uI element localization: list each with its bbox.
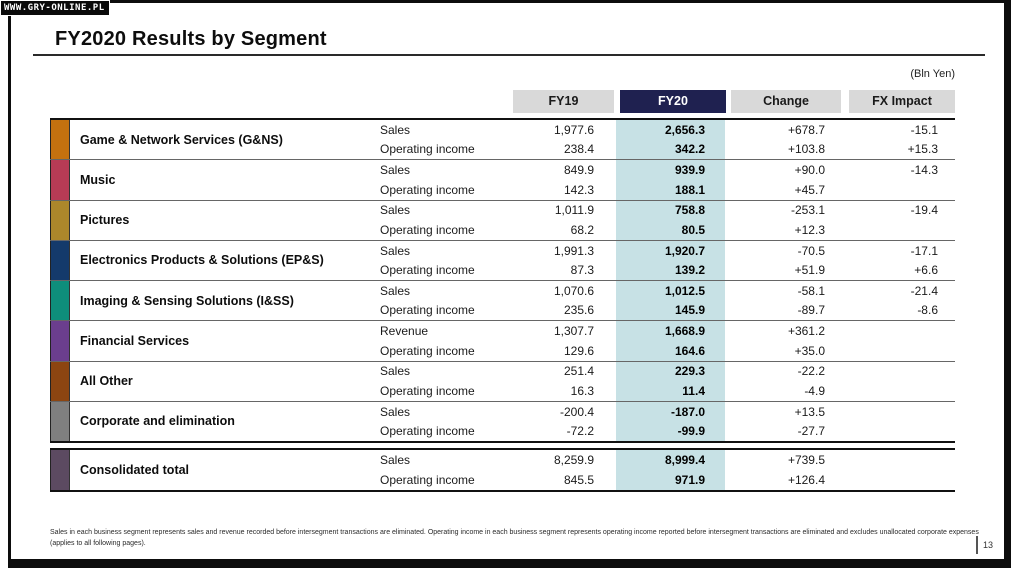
column-gap (839, 260, 847, 280)
page-title: FY2020 Results by Segment (55, 28, 327, 50)
table-row (378, 470, 955, 490)
consolidated-total-row-group (50, 448, 955, 492)
change-value: +361.2 (787, 324, 825, 339)
column-gap (839, 180, 847, 200)
fx-impact-value (847, 220, 953, 240)
fx-impact-value (847, 450, 953, 470)
column-gap (839, 470, 847, 490)
metric-label: Sales (380, 203, 411, 218)
segment-rows (378, 281, 955, 320)
fy20-value: 11.4 (616, 381, 725, 401)
fx-impact-value (847, 321, 953, 341)
metric-label: Sales (380, 364, 411, 379)
fy19-value: -72.2 (566, 424, 594, 439)
page-number-divider (976, 536, 978, 554)
change-value: +13.5 (794, 404, 825, 419)
metric-label: Operating income (380, 473, 475, 487)
fy19-value: 845.5 (563, 473, 594, 487)
metric-label: Sales (380, 453, 411, 467)
fy20-value: 80.5 (616, 220, 725, 240)
fy20-value: 8,999.4 (616, 450, 725, 470)
segment-name: All Other (80, 374, 133, 389)
column-gap (839, 281, 847, 301)
fy19-value: -200.4 (559, 404, 594, 419)
column-gap (839, 362, 847, 382)
segment-color-chip (50, 120, 70, 159)
fy20-value: 758.8 (616, 201, 725, 221)
table-row (378, 402, 955, 422)
column-gap (839, 450, 847, 470)
segment-color-chip (50, 201, 70, 240)
fy19-value: 1,011.9 (554, 203, 594, 218)
segment-row-group (50, 280, 955, 320)
fy19-value: 251.4 (563, 364, 594, 379)
metric-label: Operating income (380, 343, 475, 358)
change-value: -22.2 (797, 364, 825, 379)
table-row (378, 220, 955, 240)
segment-name: Consolidated total (80, 463, 190, 477)
segment-rows (378, 450, 955, 490)
segment-rows (378, 402, 955, 441)
table-row (378, 120, 955, 140)
fx-impact-value: -14.3 (910, 163, 938, 178)
segment-table (50, 118, 955, 443)
change-value: -4.9 (804, 383, 825, 398)
table-row (378, 281, 955, 301)
segment-color-chip (50, 362, 70, 401)
segment-rows (378, 120, 955, 159)
column-gap (839, 341, 847, 361)
segment-row-group (50, 320, 955, 360)
footnote: Sales in each business segment represents sales and revenue recorded before intersegment transactions are eliminated. Operating income in each business segment represents operating income reported before intersegment transactions are eliminated and excludes unallocated corporate expenses (applies to all following pages). (50, 529, 979, 547)
page-number-group (976, 536, 993, 554)
fy20-value: 1,668.9 (616, 321, 725, 341)
fx-impact-value (847, 421, 953, 441)
change-value: +35.0 (794, 343, 825, 358)
fx-impact-value: +6.6 (914, 263, 938, 278)
segment-name: Corporate and elimination (80, 414, 235, 429)
column-gap (839, 160, 847, 180)
metric-label: Operating income (380, 182, 475, 197)
segment-name: Imaging & Sensing Solutions (I&SS) (80, 293, 294, 308)
fy19-value: 8,259.9 (553, 453, 594, 467)
metric-label: Operating income (380, 263, 475, 278)
fx-impact-value: -21.4 (910, 283, 938, 298)
column-header-fx-impact: FX Impact (849, 90, 955, 113)
fx-impact-value: -19.4 (910, 203, 938, 218)
metric-label: Operating income (380, 303, 475, 318)
fy19-value: 87.3 (570, 263, 594, 278)
table-row (378, 321, 955, 341)
segment-name: Financial Services (80, 333, 190, 348)
metric-label: Sales (380, 283, 411, 298)
metric-label: Operating income (380, 142, 475, 157)
column-header-change: Change (731, 90, 841, 113)
segment-name: Music (80, 172, 116, 187)
segment-color-chip (50, 450, 70, 490)
fy20-value: 1,920.7 (616, 241, 725, 261)
fy20-value: 145.9 (616, 301, 725, 321)
column-gap (839, 140, 847, 160)
change-value: -70.5 (797, 243, 825, 258)
fy20-value: 2,656.3 (616, 120, 725, 140)
change-value: +678.7 (787, 122, 825, 137)
change-value: +51.9 (794, 263, 825, 278)
table-row (378, 381, 955, 401)
fy19-value: 129.6 (563, 343, 594, 358)
table-row (378, 140, 955, 160)
table-row (378, 450, 955, 470)
segment-row-group (50, 401, 955, 441)
segment-color-chip (50, 281, 70, 320)
fx-impact-value: -8.6 (917, 303, 938, 318)
fy20-value: 188.1 (616, 180, 725, 200)
change-value: +103.8 (787, 142, 825, 157)
change-value: +739.5 (787, 453, 825, 467)
segment-row-group (50, 118, 955, 159)
fy20-value: 139.2 (616, 260, 725, 280)
fx-impact-value: +15.3 (907, 142, 938, 157)
segment-name: Pictures (80, 213, 130, 228)
segment-name: Game & Network Services (G&NS) (80, 132, 283, 147)
change-value: +45.7 (794, 182, 825, 197)
fy20-value: 164.6 (616, 341, 725, 361)
title-underline (33, 54, 985, 56)
metric-label: Operating income (380, 383, 475, 398)
metric-label: Sales (380, 122, 411, 137)
segment-row-group (50, 159, 955, 199)
metric-label: Operating income (380, 424, 475, 439)
fy19-value: 849.9 (563, 163, 594, 178)
table-row (378, 160, 955, 180)
segment-row-group (50, 240, 955, 280)
fy19-value: 235.6 (563, 303, 594, 318)
segment-rows (378, 241, 955, 280)
segment-color-chip (50, 160, 70, 199)
column-gap (839, 381, 847, 401)
fy20-value: 1,012.5 (616, 281, 725, 301)
table-row (378, 180, 955, 200)
fx-impact-value (847, 341, 953, 361)
fx-impact-value (847, 381, 953, 401)
column-gap (839, 321, 847, 341)
fy20-value: 939.9 (616, 160, 725, 180)
fy20-value: 229.3 (616, 362, 725, 382)
table-row (378, 341, 955, 361)
table-row (378, 241, 955, 261)
metric-label: Sales (380, 243, 411, 258)
fy19-value: 68.2 (570, 222, 594, 237)
fx-impact-value (847, 470, 953, 490)
segment-rows (378, 160, 955, 199)
segment-color-chip (50, 241, 70, 280)
metric-label: Sales (380, 163, 411, 178)
metric-label: Revenue (380, 324, 429, 339)
change-value: -89.7 (797, 303, 825, 318)
column-gap (839, 120, 847, 140)
segment-row-group (50, 200, 955, 240)
fy19-value: 16.3 (570, 383, 594, 398)
column-gap (839, 201, 847, 221)
column-header-fy19: FY19 (513, 90, 614, 113)
column-gap (839, 220, 847, 240)
table-row (378, 260, 955, 280)
metric-label: Operating income (380, 222, 475, 237)
segment-rows (378, 362, 955, 401)
change-value: -27.7 (797, 424, 825, 439)
fy20-value: 971.9 (616, 470, 725, 490)
segment-row-group (50, 361, 955, 401)
consolidated-total-table (50, 448, 955, 492)
table-row (378, 301, 955, 321)
change-value: -253.1 (790, 203, 825, 218)
page-number: 13 (983, 540, 994, 550)
unit-note: (Bln Yen) (910, 68, 955, 80)
change-value: -58.1 (797, 283, 825, 298)
table-row (378, 421, 955, 441)
fy19-value: 142.3 (563, 182, 594, 197)
fy20-value: -187.0 (616, 402, 725, 422)
change-value: +12.3 (794, 222, 825, 237)
column-gap (839, 301, 847, 321)
fx-impact-value: -17.1 (910, 243, 938, 258)
table-row (378, 201, 955, 221)
metric-label: Sales (380, 404, 411, 419)
segment-color-chip (50, 321, 70, 360)
table-row (378, 362, 955, 382)
fy19-value: 1,977.6 (553, 122, 594, 137)
fy19-value: 238.4 (563, 142, 594, 157)
column-gap (839, 402, 847, 422)
fy19-value: 1,070.6 (553, 283, 594, 298)
column-gap (839, 421, 847, 441)
fx-impact-value: -15.1 (910, 122, 938, 137)
column-header-fy20: FY20 (620, 90, 726, 113)
fy19-value: 1,991.3 (553, 243, 594, 258)
fy19-value: 1,307.7 (553, 324, 594, 339)
change-value: +90.0 (794, 163, 825, 178)
fx-impact-value (847, 180, 953, 200)
watermark: WWW.GRY-ONLINE.PL (0, 0, 110, 16)
fx-impact-value (847, 362, 953, 382)
segment-rows (378, 321, 955, 360)
segment-rows (378, 201, 955, 240)
fx-impact-value (847, 402, 953, 422)
segment-name: Electronics Products & Solutions (EP&S) (80, 253, 324, 268)
fy20-value: 342.2 (616, 140, 725, 160)
fy20-value: -99.9 (616, 421, 725, 441)
segment-color-chip (50, 402, 70, 441)
change-value: +126.4 (787, 473, 825, 487)
column-gap (839, 241, 847, 261)
